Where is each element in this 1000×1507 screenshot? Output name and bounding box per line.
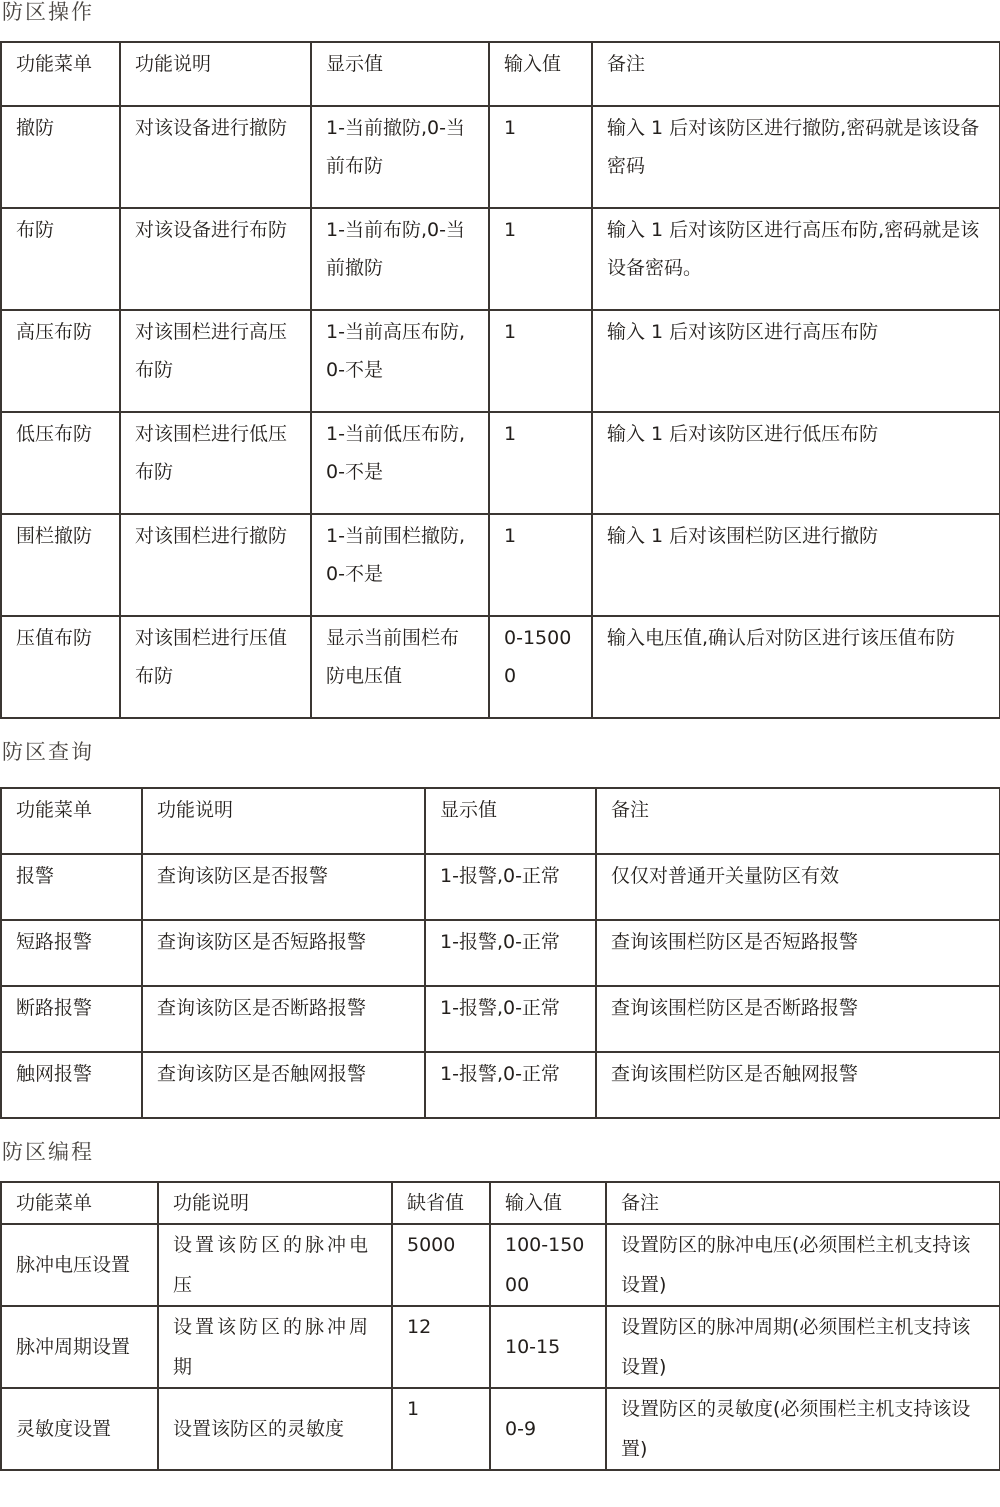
cell-menu: 脉冲周期设置 <box>1 1306 158 1388</box>
zone-programming-table <box>0 1181 1000 1471</box>
section-title-zone-programming: 防区编程 <box>2 1140 94 1164</box>
cell-note: 输入 1 后对该防区进行高压布防,密码就是该设备密码。 <box>592 208 1000 310</box>
cell-desc: 对该围栏进行压值布防 <box>120 616 311 718</box>
cell-desc: 设置该防区的脉冲周期 <box>158 1306 392 1388</box>
cell-desc: 对该围栏进行低压布防 <box>120 412 311 514</box>
cell-note: 查询该围栏防区是否短路报警 <box>596 920 1000 986</box>
cell-desc: 查询该防区是否报警 <box>142 854 425 920</box>
cell-display: 1-报警,0-正常 <box>425 1052 596 1118</box>
column-header: 功能菜单 <box>1 788 142 854</box>
cell-menu: 脉冲电压设置 <box>1 1224 158 1306</box>
cell-display: 1-当前围栏撤防,0-不是 <box>311 514 489 616</box>
cell-note: 查询该围栏防区是否断路报警 <box>596 986 1000 1052</box>
cell-menu: 压值布防 <box>1 616 120 718</box>
cell-display: 1-报警,0-正常 <box>425 854 596 920</box>
cell-default: 12 <box>392 1306 490 1388</box>
cell-input: 0-15000 <box>489 616 592 718</box>
cell-menu: 高压布防 <box>1 310 120 412</box>
zone-query-table <box>0 787 1000 1119</box>
cell-menu: 撤防 <box>1 106 120 208</box>
cell-note: 查询该围栏防区是否触网报警 <box>596 1052 1000 1118</box>
cell-display: 显示当前围栏布防电压值 <box>311 616 489 718</box>
column-header: 备注 <box>606 1182 1000 1224</box>
cell-note: 设置防区的灵敏度(必须围栏主机支持该设置) <box>606 1388 1000 1470</box>
column-header: 输入值 <box>489 42 592 106</box>
cell-menu: 触网报警 <box>1 1052 142 1118</box>
column-header: 显示值 <box>425 788 596 854</box>
cell-display: 1-当前低压布防,0-不是 <box>311 412 489 514</box>
table-row <box>1 310 1000 412</box>
section-title-zone-query: 防区查询 <box>2 740 94 764</box>
table-row <box>1 1224 1000 1306</box>
cell-input: 0-9 <box>490 1388 606 1470</box>
cell-note: 输入 1 后对该防区进行高压布防 <box>592 310 1000 412</box>
table-header-row <box>1 1182 1000 1224</box>
cell-input: 1 <box>489 208 592 310</box>
cell-menu: 布防 <box>1 208 120 310</box>
table-row <box>1 106 1000 208</box>
table-header-row <box>1 788 1000 854</box>
cell-display: 1-当前撤防,0-当前布防 <box>311 106 489 208</box>
cell-note: 设置防区的脉冲周期(必须围栏主机支持该设置) <box>606 1306 1000 1388</box>
column-header: 功能菜单 <box>1 42 120 106</box>
cell-desc: 查询该防区是否触网报警 <box>142 1052 425 1118</box>
table-row <box>1 854 1000 920</box>
cell-note: 输入 1 后对该防区进行低压布防 <box>592 412 1000 514</box>
column-header: 显示值 <box>311 42 489 106</box>
cell-menu: 围栏撤防 <box>1 514 120 616</box>
cell-display: 1-报警,0-正常 <box>425 920 596 986</box>
cell-default: 1 <box>392 1388 490 1470</box>
column-header: 输入值 <box>490 1182 606 1224</box>
cell-note: 输入 1 后对该防区进行撤防,密码就是该设备密码 <box>592 106 1000 208</box>
column-header: 功能说明 <box>158 1182 392 1224</box>
table-row <box>1 986 1000 1052</box>
column-header: 缺省值 <box>392 1182 490 1224</box>
cell-display: 1-报警,0-正常 <box>425 986 596 1052</box>
cell-input: 1 <box>489 412 592 514</box>
cell-input: 1 <box>489 514 592 616</box>
cell-desc: 对该围栏进行高压布防 <box>120 310 311 412</box>
cell-desc: 对该围栏进行撤防 <box>120 514 311 616</box>
column-header: 备注 <box>592 42 1000 106</box>
cell-default: 5000 <box>392 1224 490 1306</box>
cell-display: 1-当前高压布防,0-不是 <box>311 310 489 412</box>
cell-desc: 对该设备进行布防 <box>120 208 311 310</box>
column-header: 功能菜单 <box>1 1182 158 1224</box>
section-title-zone-operation: 防区操作 <box>2 0 94 24</box>
cell-desc: 查询该防区是否短路报警 <box>142 920 425 986</box>
table-row <box>1 514 1000 616</box>
table-row <box>1 208 1000 310</box>
cell-input: 10-15 <box>490 1306 606 1388</box>
cell-menu: 报警 <box>1 854 142 920</box>
table-row <box>1 920 1000 986</box>
column-header: 备注 <box>596 788 1000 854</box>
cell-note: 仅仅对普通开关量防区有效 <box>596 854 1000 920</box>
cell-note: 设置防区的脉冲电压(必须围栏主机支持该设置) <box>606 1224 1000 1306</box>
table-row <box>1 1388 1000 1470</box>
cell-desc: 设置该防区的脉冲电压 <box>158 1224 392 1306</box>
cell-input: 100-15000 <box>490 1224 606 1306</box>
column-header: 功能说明 <box>142 788 425 854</box>
zone-operation-table <box>0 41 1000 719</box>
column-header: 功能说明 <box>120 42 311 106</box>
cell-menu: 低压布防 <box>1 412 120 514</box>
cell-desc: 对该设备进行撤防 <box>120 106 311 208</box>
cell-note: 输入 1 后对该围栏防区进行撤防 <box>592 514 1000 616</box>
table-header-row <box>1 42 1000 106</box>
table-row <box>1 1052 1000 1118</box>
cell-input: 1 <box>489 310 592 412</box>
cell-menu: 短路报警 <box>1 920 142 986</box>
cell-display: 1-当前布防,0-当前撤防 <box>311 208 489 310</box>
table-row <box>1 1306 1000 1388</box>
table-row <box>1 616 1000 718</box>
table-row <box>1 412 1000 514</box>
cell-menu: 灵敏度设置 <box>1 1388 158 1470</box>
cell-input: 1 <box>489 106 592 208</box>
cell-desc: 查询该防区是否断路报警 <box>142 986 425 1052</box>
cell-note: 输入电压值,确认后对防区进行该压值布防 <box>592 616 1000 718</box>
cell-desc: 设置该防区的灵敏度 <box>158 1388 392 1470</box>
cell-menu: 断路报警 <box>1 986 142 1052</box>
